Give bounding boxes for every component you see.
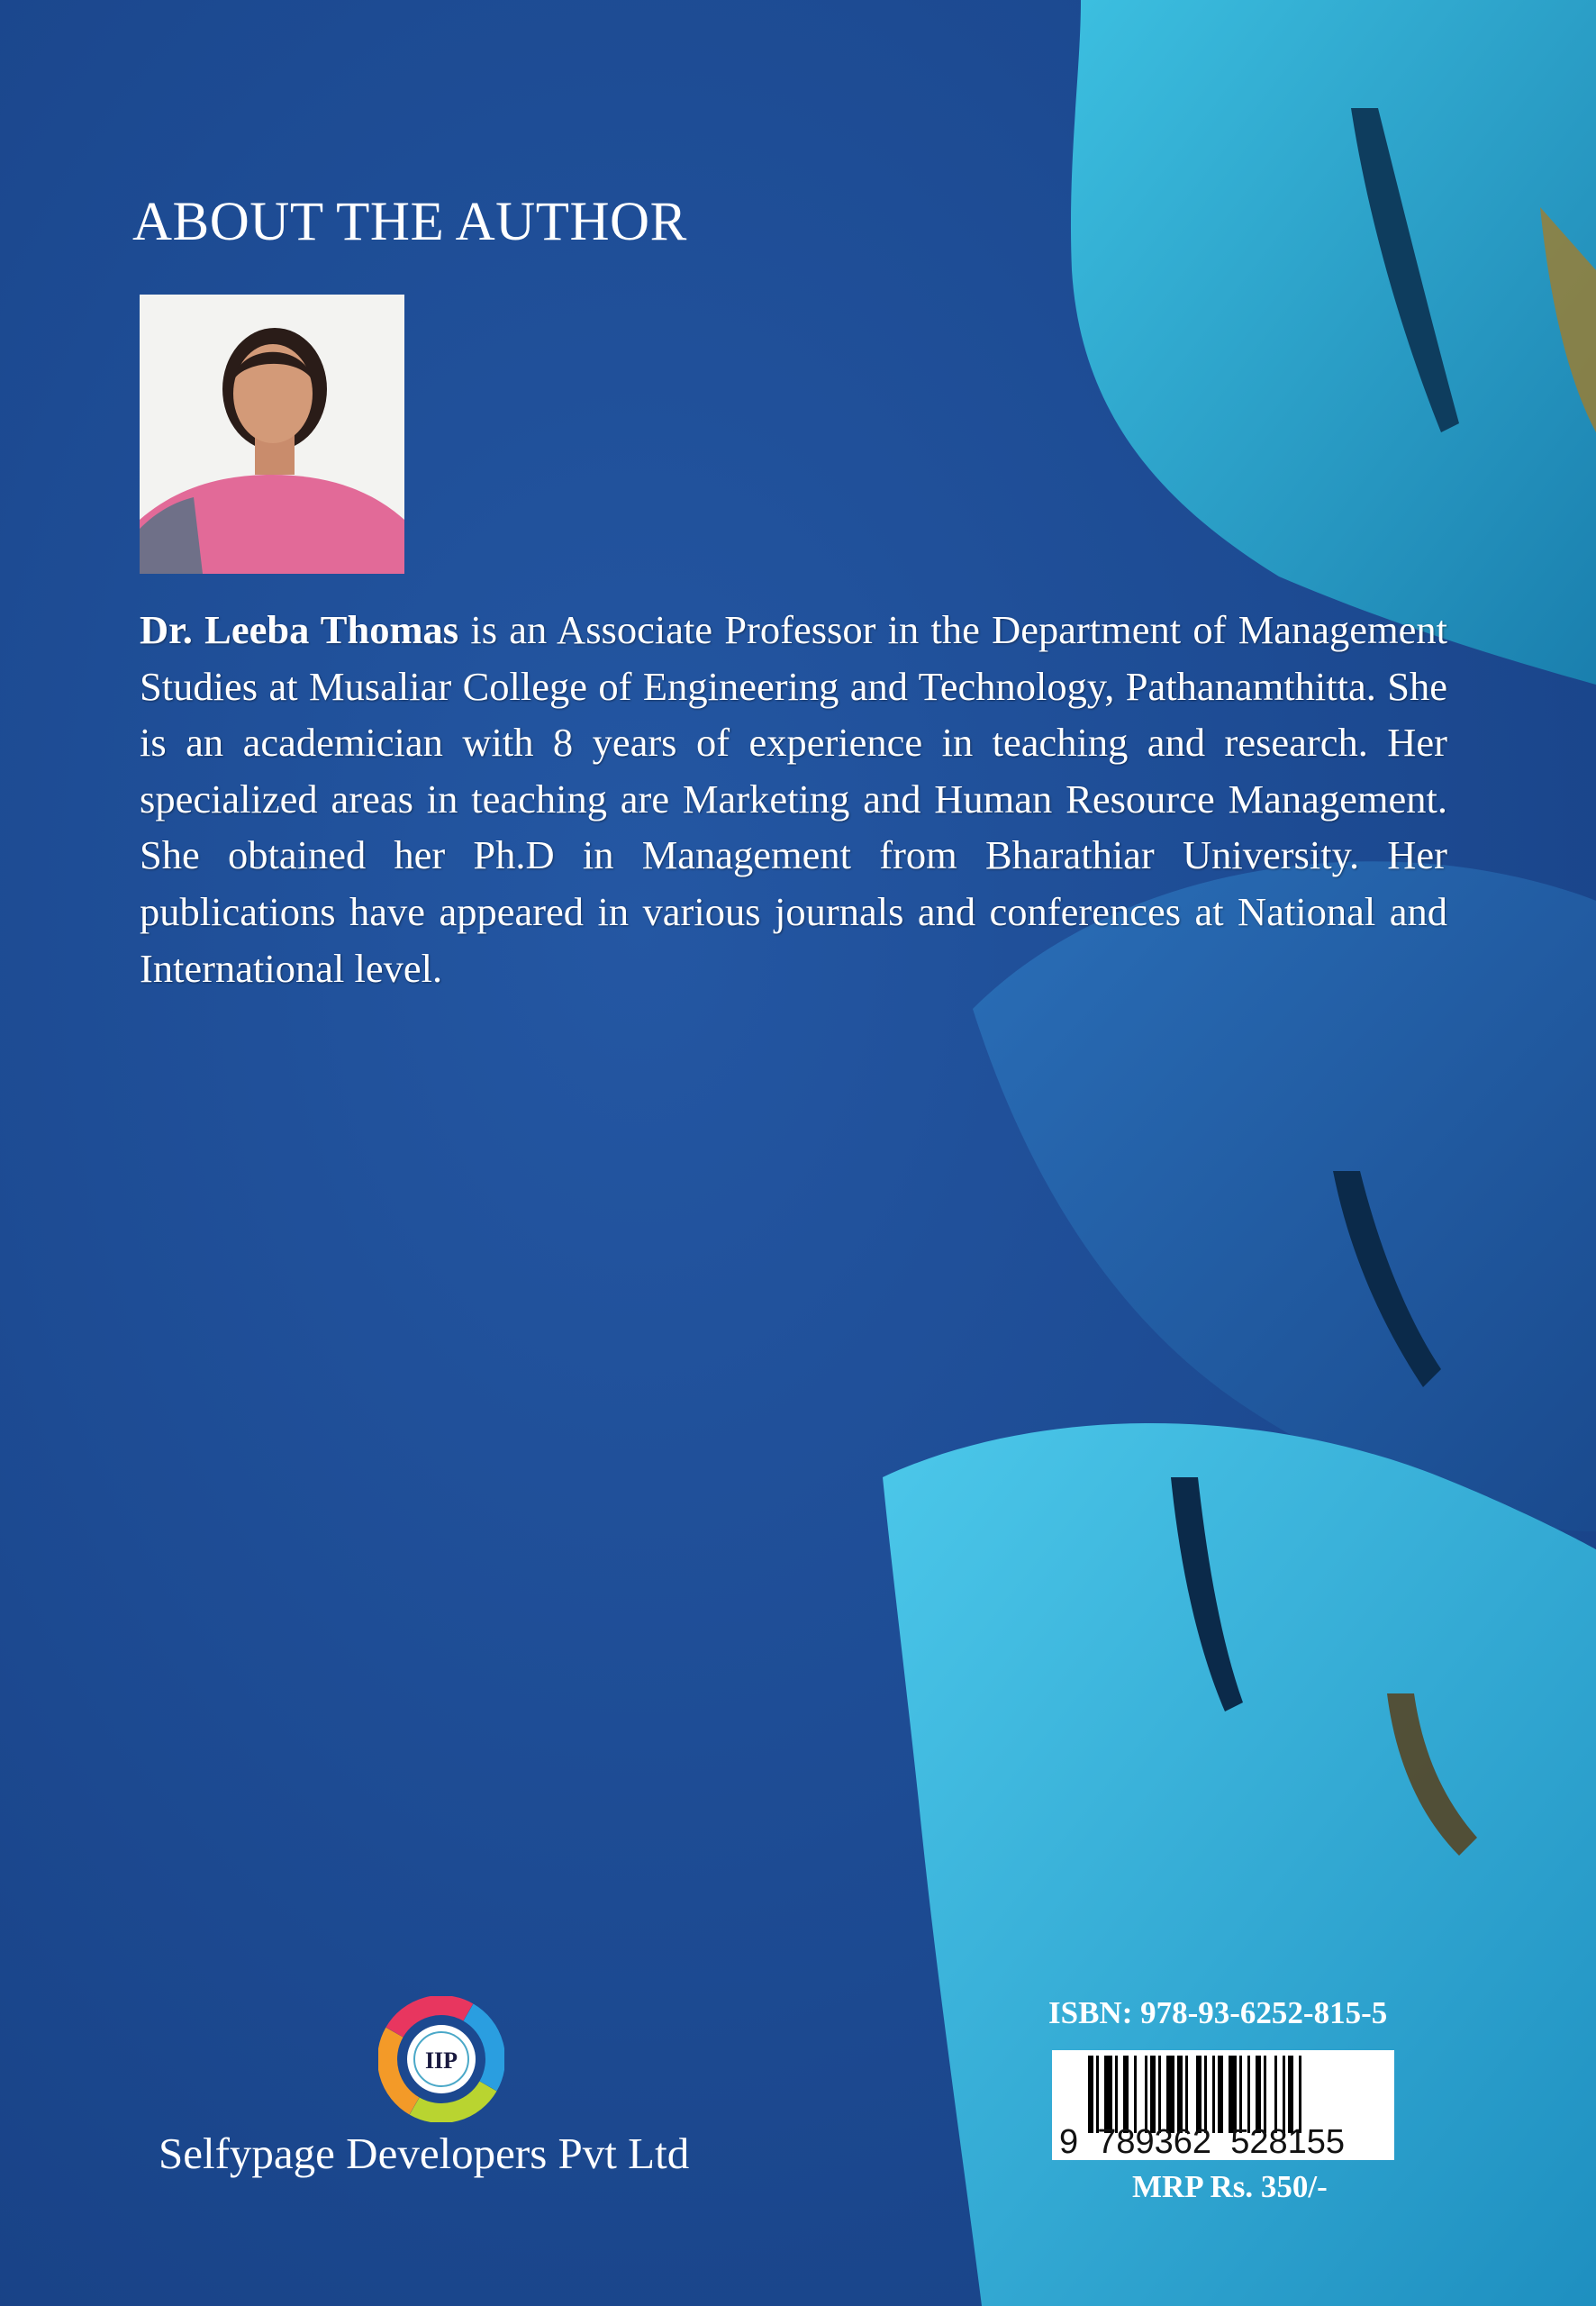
author-bio: [140, 602, 1447, 996]
svg-text:IIP: IIP: [424, 2047, 458, 2074]
author-bio-text: is an Associate Professor in the Department of Management Studies at Musaliar College of Engineering and Technology, Pathanamthitta. She is an academician with 8 years of experience in teaching and research. Her specialized areas in teaching are Marketing and Human Resource Management. She obtained her Ph.D in Management from Bharathiar University. Her publications have appeared in various journals and conferences at National and International level.: [140, 607, 1448, 991]
isbn-barcode: [1052, 2050, 1394, 2160]
barcode-left-digits: 789362: [1097, 2123, 1212, 2161]
barcode-bar: [1229, 2056, 1237, 2133]
barcode-bar: [1104, 2056, 1112, 2133]
about-author-heading: ABOUT THE AUTHOR: [132, 192, 687, 252]
price-text: MRP Rs. 350/-: [1132, 2169, 1328, 2204]
publisher-logo: [378, 1996, 504, 2122]
barcode-bars: [1088, 2056, 1376, 2133]
barcode-bar: [1266, 2056, 1274, 2133]
isbn-text: ISBN: 978-93-6252-815-5: [1048, 1995, 1388, 2030]
author-photo: [140, 295, 404, 574]
barcode-bar: [1137, 2056, 1145, 2133]
barcode-bar: [1166, 2056, 1174, 2133]
barcode-right-digits: 528155: [1230, 2123, 1346, 2161]
author-name: Dr. Leeba Thomas: [140, 607, 459, 652]
publisher-name: Selfypage Developers Pvt Ltd: [159, 2129, 690, 2178]
barcode-bar: [1301, 2056, 1304, 2133]
barcode-lead-digit: 9: [1059, 2123, 1079, 2161]
barcode-bar: [1188, 2056, 1196, 2133]
barcode-digits: [1059, 2124, 1383, 2160]
